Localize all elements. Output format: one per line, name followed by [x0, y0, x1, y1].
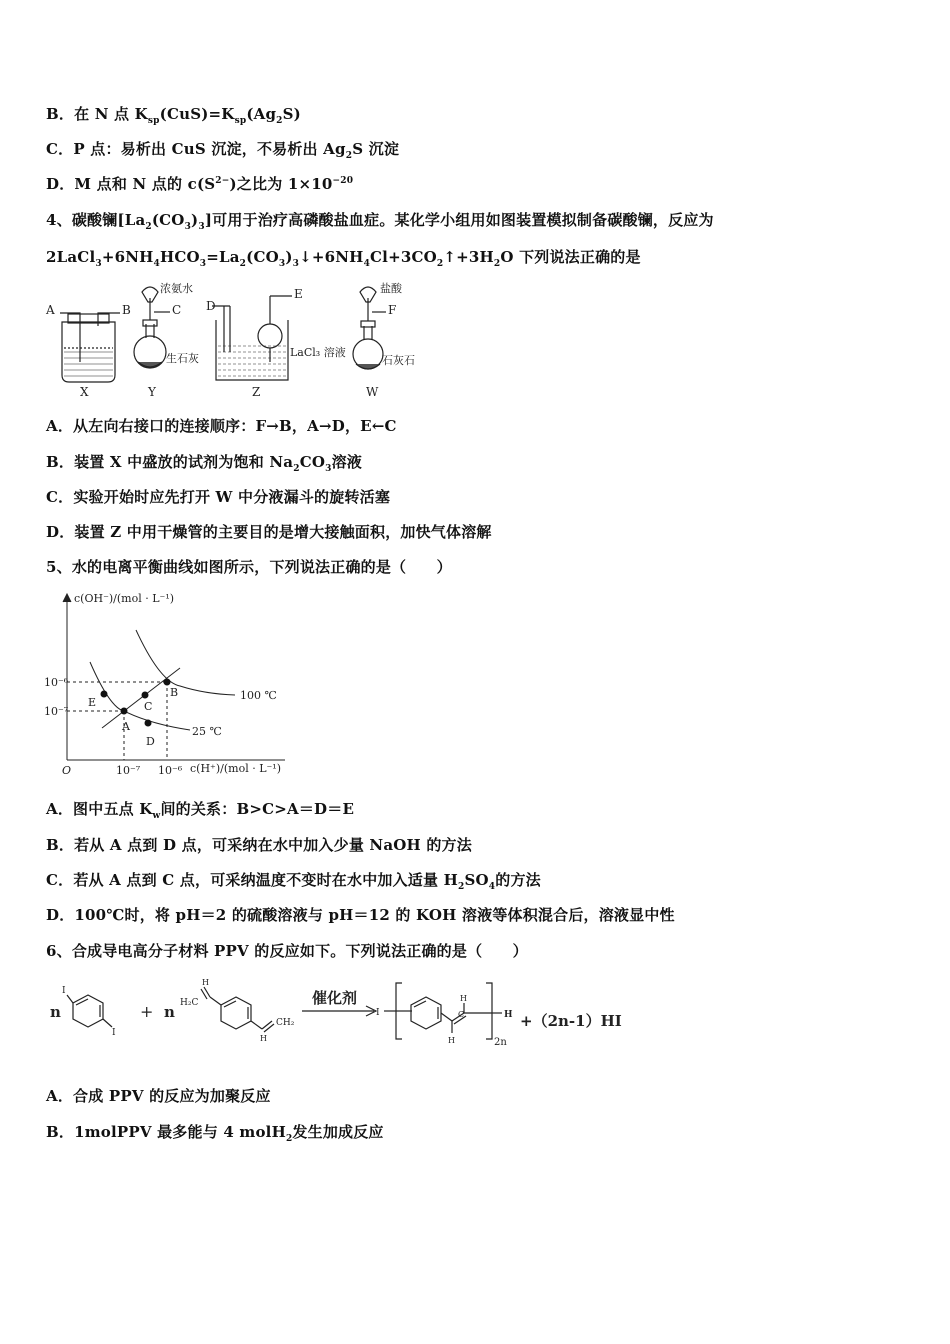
q4-equation: $2LaCl_3+6NH_4HCO_3=La_2(CO_3)_3↓+6NH_4Cl+3CO_2↑+3H_2O$ 下列说法正确的是 [46, 248, 641, 269]
q4-stem: 4、碳酸镧$[La_2(CO_3)_3]$可用于治疗高磷酸盐血症。某化学小组用如图装置模拟制备碳酸镧，反应为 [46, 211, 714, 232]
coef-n-1: n [50, 1003, 61, 1021]
svg-text:Z: Z [252, 385, 261, 399]
svg-text:LaCl₃ 溶液: LaCl₃ 溶液 [290, 346, 346, 359]
svg-text:C: C [172, 303, 182, 317]
apparatus-diagram [40, 280, 440, 402]
svg-text:I: I [62, 986, 66, 996]
q4-option-c: C．实验开始时应先打开 W 中分液漏斗的旋转活塞 [46, 488, 391, 506]
svg-text:H: H [504, 1010, 513, 1020]
byproduct-label: +（2n-1）HI [520, 1012, 622, 1030]
repeat-subscript: 2n [494, 1037, 507, 1048]
water-ionization-chart [40, 590, 290, 780]
ppv-reaction-diagram [40, 975, 640, 1050]
svg-text:Y: Y [148, 385, 156, 399]
svg-text:H: H [260, 1034, 267, 1043]
q5-option-c: C．若从 A 点到 C 点，可采纳温度不变时在水中加入适量 $H_2SO_4$的方法 [46, 871, 541, 892]
curve-100c [136, 630, 235, 695]
point-label-e: E [88, 696, 97, 709]
svg-text:H: H [448, 1036, 455, 1045]
svg-text:E: E [294, 287, 303, 301]
q6-option-a: A．合成 PPV 的反应为加聚反应 [46, 1087, 271, 1105]
point-e [101, 691, 108, 698]
q3-option-b: B．在 N 点 $K_{sp}(CuS)=K_{sp}(Ag_2S)$ [46, 105, 301, 126]
svg-text:W: W [366, 385, 379, 399]
svg-text:X: X [80, 385, 89, 399]
plus-sign: + [140, 1002, 154, 1021]
q5-stem: 5、水的电离平衡曲线如图所示，下列说法正确的是（ ） [46, 558, 452, 576]
svg-text:F: F [388, 303, 397, 317]
neutral-line [102, 668, 180, 728]
point-b [164, 679, 171, 686]
point-label-b: B [170, 686, 179, 699]
q5-option-a: A．图中五点 $K_w$间的关系：B>C>A＝D＝E [46, 800, 355, 821]
svg-text:CH₂: CH₂ [276, 1018, 295, 1028]
svg-text:A: A [46, 303, 55, 317]
ytick-1e-7: 10⁻⁷ [44, 705, 69, 718]
q6-stem: 6、合成导电高分子材料 PPV 的反应如下。下列说法正确的是（ ） [46, 942, 528, 960]
svg-text:生石灰: 生石灰 [166, 352, 199, 365]
xtick-1e-7: 10⁻⁷ [116, 764, 141, 777]
curve-label-25c: 25 ℃ [192, 725, 222, 738]
svg-text:H: H [202, 978, 209, 987]
q5-option-d: D．100℃时，将 pH＝2 的硫酸溶液与 pH＝12 的 KOH 溶液等体积混合后，溶液显中性 [46, 906, 675, 924]
svg-text:浓氨水: 浓氨水 [160, 282, 193, 295]
svg-text:D: D [206, 299, 216, 313]
svg-text:H: H [460, 994, 467, 1003]
point-c [142, 692, 149, 699]
point-d [145, 720, 152, 727]
svg-text:H₂C: H₂C [180, 998, 199, 1008]
svg-text:I: I [376, 1008, 380, 1018]
ytick-1e-6: 10⁻⁶ [44, 676, 69, 689]
y-axis-label: c(OH⁻)/(mol · L⁻¹) [74, 592, 175, 605]
svg-text:C: C [458, 1010, 465, 1019]
point-label-d: D [146, 735, 155, 748]
q3-option-d: D．M 点和 N 点的 $c(S^{2-})$之比为 $1\times 10^{-20}$ [46, 175, 354, 193]
origin-label: O [62, 764, 72, 777]
point-label-c: C [144, 700, 153, 713]
q4-option-d: D．装置 Z 中用干燥管的主要目的是增大接触面积，加快气体溶解 [46, 523, 492, 541]
svg-text:B: B [122, 303, 131, 317]
q3-option-c: C．P 点：易析出 CuS 沉淀，不易析出 $Ag_2S$ 沉淀 [46, 140, 400, 161]
coef-n-2: n [164, 1003, 175, 1021]
q4-option-a: A．从左向右接口的连接顺序：F→B，A→D，E←C [46, 417, 397, 435]
svg-text:石灰石: 石灰石 [382, 354, 415, 367]
curve-label-100c: 100 ℃ [240, 689, 277, 702]
q5-option-b: B．若从 A 点到 D 点，可采纳在水中加入少量 NaOH 的方法 [46, 836, 472, 854]
xtick-1e-6: 10⁻⁶ [158, 764, 183, 777]
x-axis-label: c(H⁺)/(mol · L⁻¹) [190, 762, 282, 775]
point-a [121, 708, 128, 715]
svg-text:I: I [112, 1028, 116, 1038]
point-label-a: A [122, 720, 130, 733]
q6-option-b: B．1molPPV 最多能与 4 molH$_2$发生加成反应 [46, 1123, 384, 1144]
catalyst-label: 催化剂 [312, 989, 358, 1007]
q4-option-b: B．装置 X 中盛放的试剂为饱和 $Na_2CO_3$溶液 [46, 453, 362, 474]
svg-text:盐酸: 盐酸 [380, 282, 402, 295]
